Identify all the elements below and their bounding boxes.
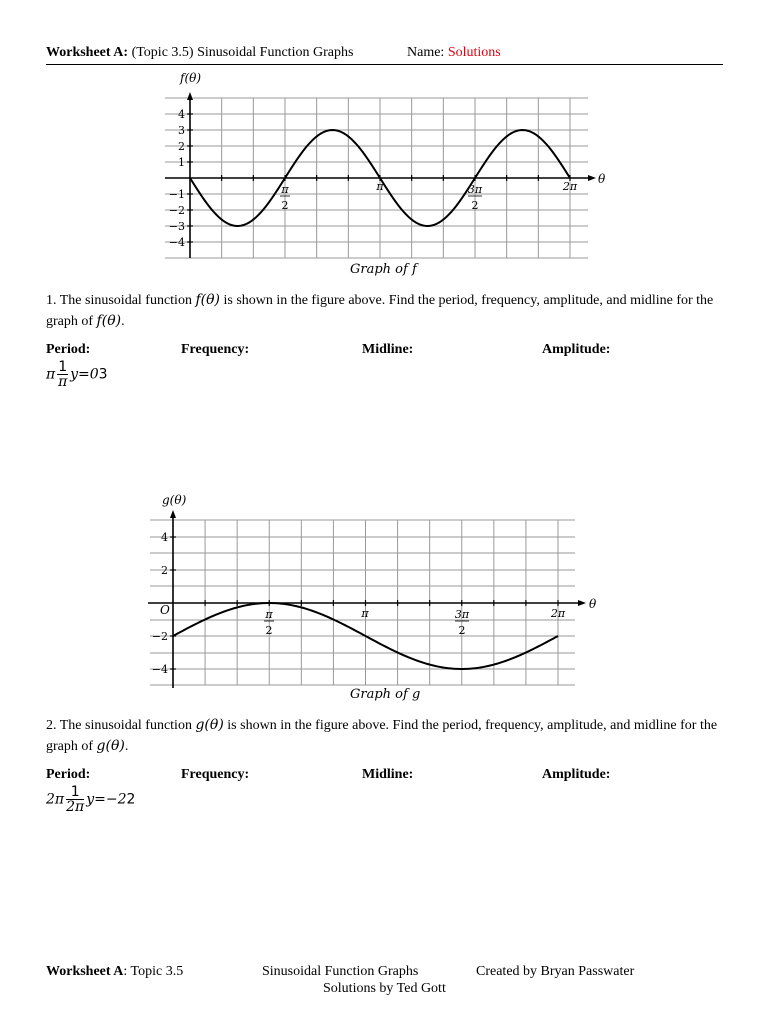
q2-answers	[46, 785, 135, 814]
question-2-func-end: g(θ)	[96, 738, 125, 754]
q1-period-label: Period:	[46, 342, 91, 357]
q2-midline-label: Midline:	[362, 767, 414, 782]
footer-title: Sinusoidal Function Graphs	[262, 964, 419, 979]
q1-amplitude-label: Amplitude:	[542, 342, 611, 357]
y-tick-label: 4	[178, 108, 185, 121]
graph-g-xtick-3pi-over-2-den: 2	[458, 624, 466, 637]
q1-midline-label: Midline:	[362, 342, 414, 357]
name-label: Name:	[407, 45, 445, 60]
graph-g-xtick-pi-over-2-num: π	[265, 608, 273, 621]
graph-g-xtick-pi: π	[361, 607, 369, 620]
question-1-text-b: is shown in the figure above. Find the period, frequency, amplitude, and midline for the graph of	[46, 293, 714, 329]
header-rule	[46, 64, 723, 65]
y-tick-label: 2	[178, 140, 185, 153]
question-2: 2. The sinusoidal function g(θ) is shown in the figure above. Find the period, frequency, amplitude, and midline for the graph of g(θ).	[46, 717, 718, 754]
question-2-text-a: The sinusoidal function	[59, 718, 192, 733]
graph-f-xtick-pi-over-2-den: 2	[281, 199, 289, 212]
graph-g-origin-label: O	[160, 603, 170, 617]
graph-g	[140, 488, 610, 693]
graph-f-x-axis-label: θ	[598, 172, 606, 186]
question-2-text-b: is shown in the figure above. Find the period, frequency, amplitude, and midline for the graph of	[46, 718, 718, 754]
q1-midline-value: y=0	[70, 366, 99, 383]
y-tick-label: −3	[168, 220, 185, 233]
q1-frequency-value: $\frac{1}{\pi}$	[58, 359, 68, 390]
q2-frequency-label: Frequency:	[181, 767, 250, 782]
name-value: Solutions	[447, 45, 501, 60]
graph-f-xtick-3pi-over-2-den: 2	[471, 199, 479, 212]
q1-amplitude-value: 3	[98, 366, 108, 383]
name-field	[407, 45, 501, 61]
q1-period-value: π	[46, 366, 56, 383]
y-tick-label: 3	[178, 124, 185, 137]
y-tick-label: 1	[178, 156, 185, 169]
y-tick-label: −2	[168, 204, 185, 217]
worksheet-header	[46, 45, 353, 61]
graph-f-xtick-pi: π	[376, 180, 384, 193]
q1-answers	[46, 360, 108, 389]
worksheet-label: Worksheet A:	[46, 45, 129, 60]
graph-g-xtick-3pi-over-2-num: 3π	[454, 608, 470, 621]
footer-created-by: Created by Bryan Passwater	[476, 964, 635, 979]
graph-f-xtick-pi-over-2-num: π	[281, 183, 289, 196]
footer-worksheet: Worksheet A: Topic 3.5	[46, 964, 184, 979]
graph-g-xtick-2pi: 2π	[550, 607, 566, 620]
question-1-func: f(θ)	[195, 292, 221, 308]
q2-amplitude-value: 2	[126, 791, 136, 808]
q1-frequency-label: Frequency:	[181, 342, 250, 357]
q2-midline-value: y=−2	[86, 791, 127, 808]
question-1-func-end: f(θ)	[96, 313, 122, 329]
q2-amplitude-label: Amplitude:	[542, 767, 611, 782]
y-tick-label: 2	[161, 564, 168, 577]
graph-g-caption: Graph of g	[350, 687, 421, 702]
worksheet-topic: (Topic 3.5) Sinusoidal Function Graphs	[131, 45, 354, 60]
q2-frequency-value: $\frac{1}{2\pi}$	[66, 784, 85, 815]
graph-g-y-axis-label: g(θ)	[162, 493, 187, 507]
y-tick-label: −1	[168, 188, 185, 201]
q2-period-value: 2π	[46, 791, 65, 808]
graph-f-xtick-3pi-over-2-num: 3π	[467, 183, 483, 196]
graph-g-x-axis-label: θ	[589, 597, 597, 611]
question-2-func: g(θ)	[195, 717, 224, 733]
y-tick-label: −4	[151, 663, 168, 676]
question-1: 1. The sinusoidal function f(θ) is shown in the figure above. Find the period, frequency, amplitude, and midline for the graph of f(θ).	[46, 292, 714, 329]
q2-period-label: Period:	[46, 767, 91, 782]
graph-f-y-axis-label: f(θ)	[180, 71, 202, 85]
graph-f-caption: Graph of f	[350, 262, 417, 277]
question-1-number: 1.	[46, 293, 57, 308]
question-2-number: 2.	[46, 718, 57, 733]
y-tick-label: 4	[161, 531, 168, 544]
footer-solutions-by: Solutions by Ted Gott	[323, 981, 446, 996]
y-tick-label: −4	[168, 236, 185, 249]
graph-f-xtick-2pi: 2π	[562, 180, 578, 193]
y-tick-label: −2	[151, 630, 168, 643]
question-1-text-a: The sinusoidal function	[59, 293, 192, 308]
graph-g-xtick-pi-over-2-den: 2	[265, 624, 273, 637]
graph-f	[160, 68, 620, 268]
